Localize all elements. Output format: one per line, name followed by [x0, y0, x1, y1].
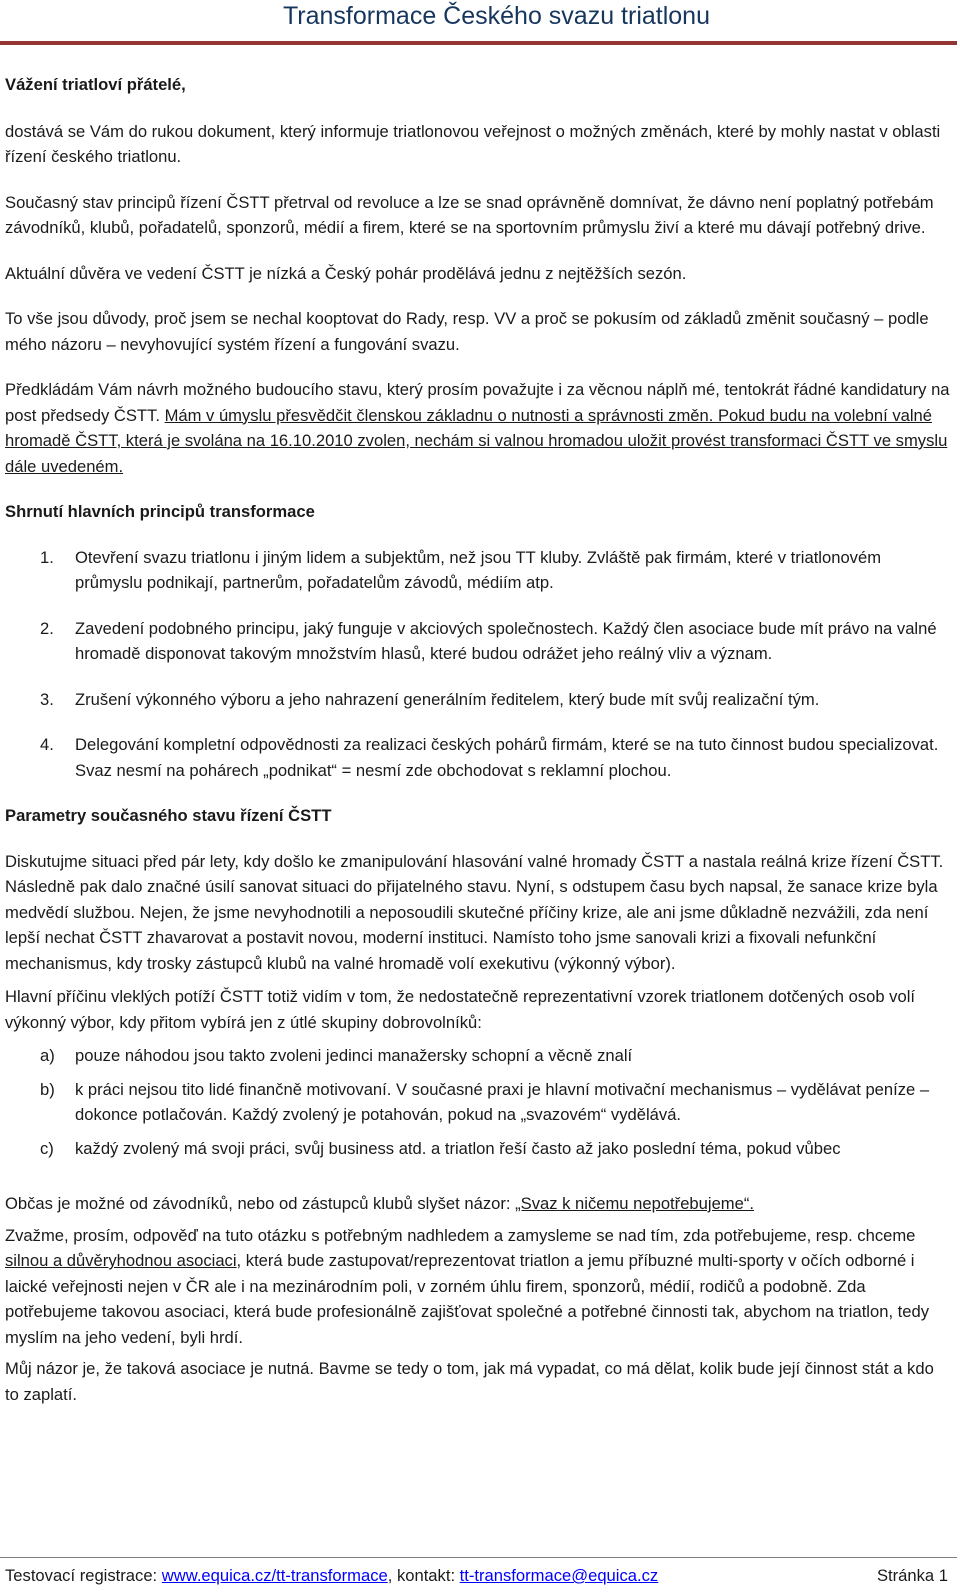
- list-letter: b): [40, 1079, 55, 1099]
- summary-list: [5, 545, 950, 784]
- params-item: [5, 1136, 950, 1162]
- params-paragraph-2: Hlavní příčinu vleklých potíží ČSTT totiž vidím v tom, že nedostatečně reprezentativní vzorek triatlonem dotčených osob volí výkonný výbor, kdy přitom vybírá jen z útlé skupiny dobrovolníků:: [5, 987, 915, 1032]
- contact-email-link[interactable]: tt-transformace@equica.cz: [459, 1566, 659, 1585]
- page-footer: [5, 1563, 948, 1588]
- opinion-plain: Občas je možné od závodníků, nebo od zástupců klubů slyšet názor:: [5, 1194, 516, 1213]
- footer-contact-label: , kontakt:: [387, 1566, 460, 1585]
- intro-paragraph-1: dostává se Vám do rukou dokument, který informuje triatlonovou veřejnost o možných změnách, které by mohly nastat v oblasti řízení českého triatlonu.: [5, 121, 941, 166]
- registration-link[interactable]: www.equica.cz/tt-transformace: [161, 1566, 388, 1585]
- page-number: Stránka 1: [876, 1566, 948, 1585]
- closing-p2-underlined: silnou a důvěryhodnou asociaci: [5, 1251, 237, 1270]
- list-text: Zrušení výkonného výboru a jeho nahrazení generálním ředitelem, který bude mít svůj realizační tým.: [75, 689, 820, 709]
- params-item: [5, 1077, 950, 1128]
- list-text: Otevření svazu triatlonu i jiným lidem a subjektům, než jsou TT kluby. Zvláště pak firmám, které v triatlonovém průmyslu podnikají, partnerům, pořadatelům závodů, médiím atp.: [75, 547, 882, 592]
- list-number: 2.: [40, 618, 54, 638]
- greeting: Vážení triatloví přátelé,: [5, 75, 186, 94]
- intro-paragraph-3: Aktuální důvěra ve vedení ČSTT je nízká a Český pohár prodělává jednu z nejtěžších sezón.: [5, 263, 687, 283]
- intro-paragraph-4: To vše jsou důvody, proč jsem se nechal kooptovat do Rady, resp. VV a proč se pokusím od základů změnit současný – podle mého názoru – nevyhovující systém řízení a fungování svazu.: [5, 309, 929, 354]
- proposal-underlined: Mám v úmyslu přesvědčit členskou základnu o nutnosti a správnosti změn. Pokud budu na volební valné hromadě ČSTT, která je svolána na 16.10.2010 zvolen, nechám si valnou hromadou uložit provést transformaci ČSTT ve smyslu dále uvedeném.: [5, 405, 948, 476]
- footer-contact: [5, 1563, 658, 1588]
- list-number: 3.: [40, 689, 54, 709]
- closing-paragraph-2: [5, 1223, 950, 1351]
- closing-paragraph-3: Můj názor je, že taková asociace je nutná. Bavme se tedy o tom, jak má vypadat, co má dělat, kolik bude její činnost stát a kdo to zaplatí.: [5, 1359, 934, 1404]
- closing-p2-end: , která bude zastupovat/reprezentovat triatlon a jemu příbuzné multi-sporty v očích odborné i laické veřejnosti nejen v ČR ale i na mezinárodním poli, v zorném úhlu firem, sponzorů, médií, rodičů a podobně. Zda potřebujeme takovou asociaci, která bude profesionálně zajišťovat společné a potřebné činnosti tak, abychom na triatlon, tedy myslím na jeho vedení, byli hrdí.: [5, 1251, 930, 1347]
- document-body: [5, 72, 950, 1407]
- list-letter: c): [40, 1138, 54, 1158]
- summary-heading: Shrnutí hlavních principů transformace: [5, 502, 315, 521]
- list-number: 1.: [40, 547, 54, 567]
- list-text: k práci nejsou tito lidé finančně motivovaní. V současné praxi je hlavní motivační mechanismus – vydělávat peníze – dokonce potlačován. Každý zvolený je potahován, pokud na „svazovém“ vydělává.: [75, 1079, 930, 1124]
- params-list: [5, 1043, 950, 1161]
- list-text: Delegování kompletní odpovědnosti za realizaci českých pohárů firmám, které se na tuto činnost budou specializovat. Svaz nesmí na pohárech „podnikat“ = nesmí zde obchodovat s reklamní plochou.: [75, 735, 939, 780]
- list-text: Zavedení podobného principu, jaký funguje v akciových společnostech. Každý člen asociace bude mít právo na valné hromadě disponovat takovým množstvím hlasů, které budou odrážet jeho reálný vliv a význam.: [75, 618, 937, 663]
- list-number: 4.: [40, 735, 54, 754]
- summary-item: [5, 687, 950, 713]
- summary-item: [5, 732, 950, 783]
- intro-paragraph-2: Současný stav principů řízení ČSTT přetrval od revoluce a lze se snad oprávněně domnívat, že dávno není poplatný potřebám závodníků, klubů, pořadatelů, sponzorů, médií a firem, které se na sportovním průmyslu živí a které mu dávají potřebný drive.: [5, 192, 934, 237]
- proposal-plain: Předkládám Vám návrh možného budoucího stavu, který prosím považujte i za věcnou náplň mé, tentokrát řádné kandidatury na post předsedy ČSTT.: [5, 380, 950, 425]
- opinion-paragraph: [5, 1191, 950, 1217]
- summary-item: [5, 616, 950, 667]
- opinion-quote: „Svaz k ničemu nepotřebujeme“.: [515, 1194, 754, 1213]
- summary-item: [5, 545, 950, 596]
- footer-reg-label: Testovací registrace:: [5, 1566, 162, 1585]
- params-heading: Parametry současného stavu řízení ČSTT: [5, 806, 332, 825]
- params-paragraph-1: Diskutujme situaci před pár lety, kdy došlo ke zmanipulování hlasování valné hromady ČSTT a nastala reálná krize řízení ČSTT. Následně pak dalo značné úsilí sanovat situaci do přijatelného stavu. Nyní, s odstupem času bych napsal, že sanace krize byla medvědí službou. Nejen, že jsme nevyhodnotili a neposoudili skutečné příčiny krize, ale ani jsme důkladně nezvážili, zda není lepší nechat ČSTT zhavarovat a postavit novou, moderní instituci. Namísto toho jsme sanovali krizi a fixovali nefunkční mechanismus, kdy trosky zástupců klubů na valné hromadě volí exekutivu (výkonný výbor).: [5, 851, 944, 973]
- closing-p2-start: Zvažme, prosím, odpověď na tuto otázku s potřebným nadhledem a zamysleme se nad tím, zda potřebujeme, resp. chceme: [5, 1225, 916, 1245]
- header-title: Transformace Českého svazu triatlonu: [282, 2, 710, 30]
- footer-rule: [0, 1557, 957, 1558]
- proposal-paragraph: [5, 377, 950, 479]
- header-rule: [0, 41, 957, 45]
- list-text: každý zvolený má svoji práci, svůj business atd. a triatlon řeší často až jako poslední téma, pokud vůbec: [75, 1138, 841, 1158]
- params-item: [5, 1043, 950, 1069]
- list-letter: a): [40, 1046, 55, 1065]
- list-text: pouze náhodou jsou takto zvoleni jedinci manažersky schopní a věcně znalí: [75, 1046, 633, 1065]
